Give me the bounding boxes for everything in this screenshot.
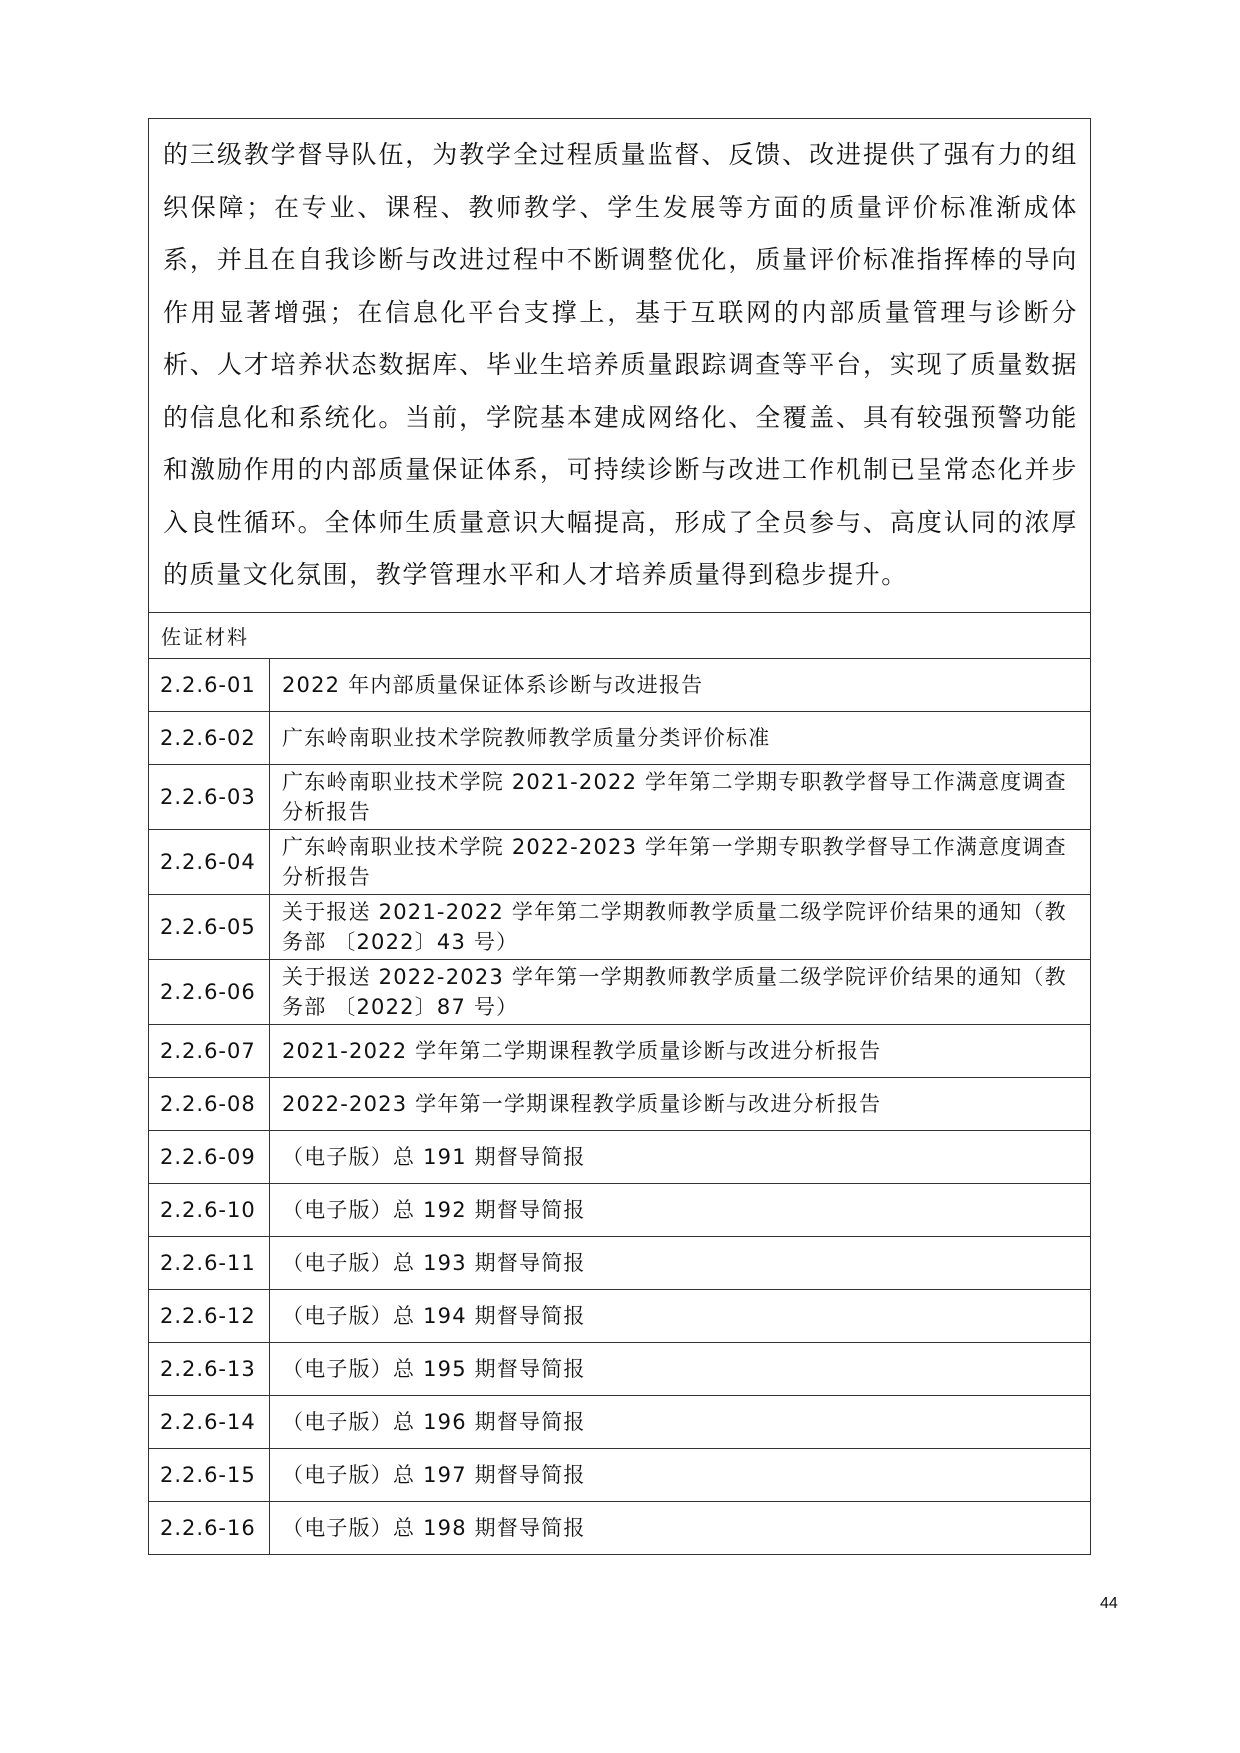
table-row — [149, 829, 1091, 894]
evidence-title: 广东岭南职业技术学院 2021-2022 学年第二学期专职教学督导工作满意度调查分析报告 — [270, 764, 1091, 829]
evidence-title: 关于报送 2021-2022 学年第二学期教师教学质量二级学院评价结果的通知（教务部 〔2022〕43 号） — [270, 894, 1091, 959]
evidence-code: 2.2.6-01 — [149, 658, 270, 711]
evidence-code: 2.2.6-05 — [149, 894, 270, 959]
evidence-title: 2021-2022 学年第二学期课程教学质量诊断与改进分析报告 — [270, 1024, 1091, 1077]
evidence-code: 2.2.6-08 — [149, 1077, 270, 1130]
evidence-code: 2.2.6-02 — [149, 711, 270, 764]
evidence-code: 2.2.6-12 — [149, 1289, 270, 1342]
table-row — [149, 764, 1091, 829]
evidence-code: 2.2.6-15 — [149, 1448, 270, 1501]
evidence-title: 关于报送 2022-2023 学年第一学期教师教学质量二级学院评价结果的通知（教务部 〔2022〕87 号） — [270, 959, 1091, 1024]
evidence-title: （电子版）总 193 期督导简报 — [270, 1236, 1091, 1289]
evidence-title: （电子版）总 198 期督导简报 — [270, 1501, 1091, 1554]
evidence-title: 2022 年内部质量保证体系诊断与改进报告 — [270, 658, 1091, 711]
evidence-title: （电子版）总 194 期督导简报 — [270, 1289, 1091, 1342]
evidence-code: 2.2.6-14 — [149, 1395, 270, 1448]
evidence-title: 广东岭南职业技术学院 2022-2023 学年第一学期专职教学督导工作满意度调查分析报告 — [270, 829, 1091, 894]
table-row — [149, 1342, 1091, 1395]
table-row — [149, 1448, 1091, 1501]
table-row — [149, 1130, 1091, 1183]
evidence-code: 2.2.6-10 — [149, 1183, 270, 1236]
evidence-code: 2.2.6-07 — [149, 1024, 270, 1077]
evidence-title: （电子版）总 191 期督导简报 — [270, 1130, 1091, 1183]
narrative-paragraph: 的三级教学督导队伍，为教学全过程质量监督、反馈、改进提供了强有力的组织保障；在专业、课程、教师教学、学生发展等方面的质量评价标准渐成体系，并且在自我诊断与改进过程中不断调整优化，质量评价标准指挥棒的导向作用显著增强；在信息化平台支撑上，基于互联网的内部质量管理与诊断分析、人才培养状态数据库、毕业生培养质量跟踪调查等平台，实现了质量数据的信息化和系统化。当前，学院基本建成网络化、全覆盖、具有较强预警功能和激励作用的内部质量保证体系，可持续诊断与改进工作机制已呈常态化并步入良性循环。全体师生质量意识大幅提高，形成了全员参与、高度认同的浓厚的质量文化氛围，教学管理水平和人才培养质量得到稳步提升。 — [163, 140, 1078, 589]
evidence-code: 2.2.6-04 — [149, 829, 270, 894]
evidence-title: 广东岭南职业技术学院教师教学质量分类评价标准 — [270, 711, 1091, 764]
evidence-title: （电子版）总 196 期督导简报 — [270, 1395, 1091, 1448]
evidence-code: 2.2.6-06 — [149, 959, 270, 1024]
evidence-code: 2.2.6-11 — [149, 1236, 270, 1289]
evidence-code: 2.2.6-09 — [149, 1130, 270, 1183]
table-row — [149, 1289, 1091, 1342]
evidence-code: 2.2.6-03 — [149, 764, 270, 829]
evidence-title: （电子版）总 192 期督导简报 — [270, 1183, 1091, 1236]
table-row — [149, 1395, 1091, 1448]
table-row — [149, 959, 1091, 1024]
evidence-title: （电子版）总 197 期督导简报 — [270, 1448, 1091, 1501]
evidence-heading-row — [149, 612, 1091, 658]
evidence-title: 2022-2023 学年第一学期课程教学质量诊断与改进分析报告 — [270, 1077, 1091, 1130]
evidence-title: （电子版）总 195 期督导简报 — [270, 1342, 1091, 1395]
table-row — [149, 1077, 1091, 1130]
narrative-cell — [149, 119, 1091, 613]
table-row — [149, 658, 1091, 711]
page-number: 44 — [1100, 1595, 1118, 1612]
evidence-table — [148, 118, 1091, 1555]
evidence-code: 2.2.6-16 — [149, 1501, 270, 1554]
evidence-code: 2.2.6-13 — [149, 1342, 270, 1395]
table-row — [149, 894, 1091, 959]
table-row — [149, 711, 1091, 764]
table-row — [149, 1183, 1091, 1236]
evidence-heading: 佐证材料 — [149, 612, 1091, 658]
table-row — [149, 1024, 1091, 1077]
narrative-row — [149, 119, 1091, 613]
table-row — [149, 1236, 1091, 1289]
table-row — [149, 1501, 1091, 1554]
